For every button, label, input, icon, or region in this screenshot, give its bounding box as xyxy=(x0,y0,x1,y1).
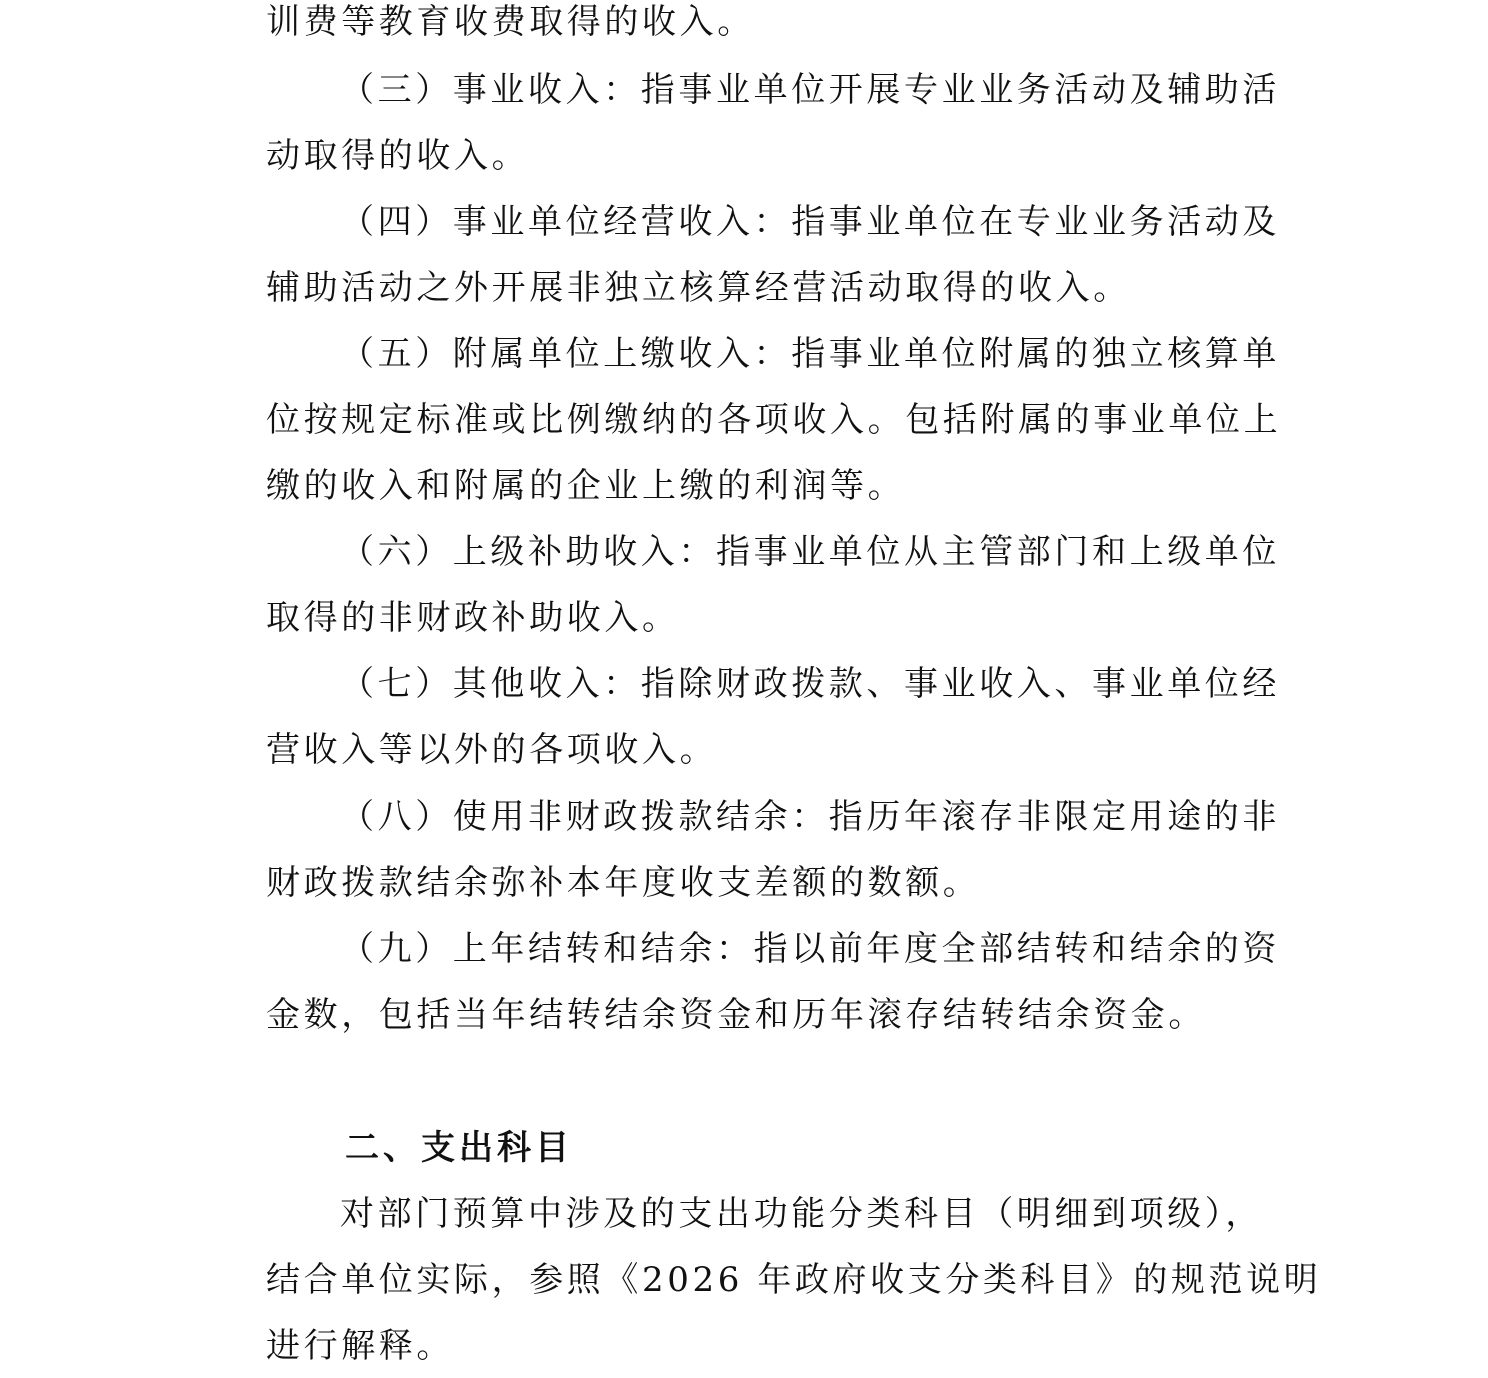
paragraph-item-8: （八）使用非财政拨款结余：指历年滚存非限定用途的非 xyxy=(340,797,1280,837)
paragraph-item-6: （六）上级补助收入：指事业单位从主管部门和上级单位 xyxy=(340,532,1280,572)
text-line: 进行解释。 xyxy=(266,1326,454,1366)
text-line: 动取得的收入。 xyxy=(266,136,530,176)
paragraph-item-9: （九）上年结转和结余：指以前年度全部结转和结余的资 xyxy=(340,929,1280,969)
text-line: 取得的非财政补助收入。 xyxy=(266,598,680,638)
paragraph-item-3: （三）事业收入：指事业单位开展专业业务活动及辅助活 xyxy=(340,70,1280,110)
text-line: 财政拨款结余弥补本年度收支差额的数额。 xyxy=(266,863,981,903)
paragraph-item-4: （四）事业单位经营收入：指事业单位在专业业务活动及 xyxy=(340,202,1280,242)
text-line: 金数，包括当年结转结余资金和历年滚存结转结余资金。 xyxy=(266,995,1206,1035)
text-line: 辅助活动之外开展非独立核算经营活动取得的收入。 xyxy=(266,268,1131,308)
paragraph-item-5: （五）附属单位上缴收入：指事业单位附属的独立核算单 xyxy=(340,334,1280,374)
expenditure-paragraph: 对部门预算中涉及的支出功能分类科目（明细到项级）， xyxy=(340,1194,1263,1234)
paragraph-item-7: （七）其他收入：指除财政拨款、事业收入、事业单位经 xyxy=(340,664,1280,704)
section-heading: 二、支出科目 xyxy=(345,1128,573,1168)
text-line: 训费等教育收费取得的收入。 xyxy=(266,2,755,42)
text-line: 营收入等以外的各项收入。 xyxy=(266,730,718,770)
text-line: 位按规定标准或比例缴纳的各项收入。包括附属的事业单位上 xyxy=(266,400,1282,440)
text-line: 缴的收入和附属的企业上缴的利润等。 xyxy=(266,466,906,506)
text-line: 结合单位实际，参照《2026 年政府收支分类科目》的规范说明 xyxy=(266,1260,1322,1300)
